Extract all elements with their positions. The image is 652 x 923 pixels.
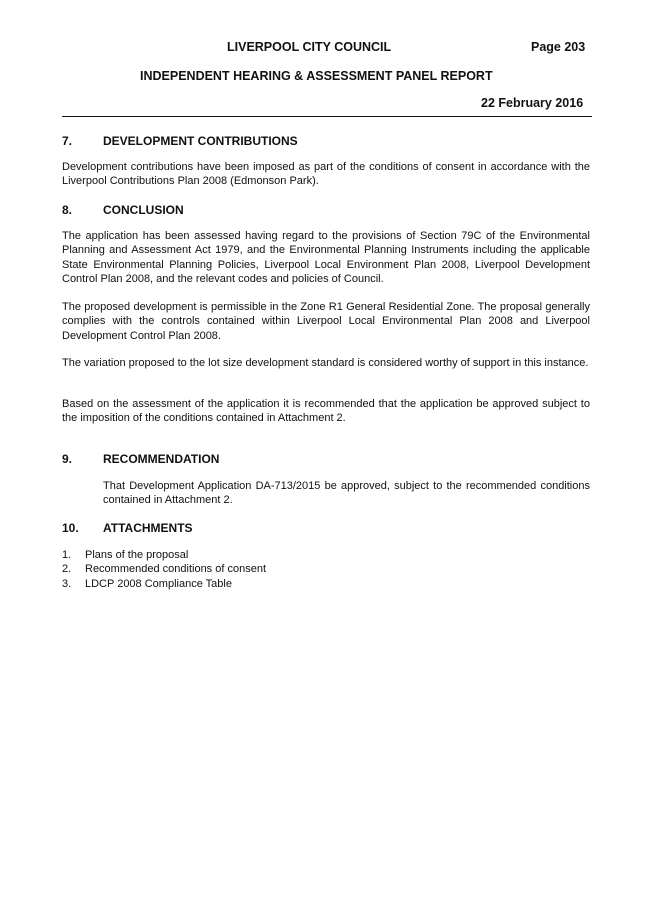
section-number: 8. [62,203,73,217]
council-name: LIVERPOOL CITY COUNCIL [227,40,392,54]
paragraph: The variation proposed to the lot size development standard is considered worthy of support in this instance. [62,357,589,369]
attachments-list [62,548,266,591]
section-10-heading [62,521,590,535]
section-title: ATTACHMENTS [103,521,193,535]
section-title: DEVELOPMENT CONTRIBUTIONS [103,134,298,148]
paragraph: Based on the assessment of the application it is recommended that the application be approved subject to the imposition of the conditions contained in Attachment 2. [62,398,590,425]
section-number: 9. [62,452,73,466]
report-date: 22 February 2016 [481,96,584,110]
list-item: 1. Plans of the proposal [62,549,189,561]
section-number: 10. [62,521,79,535]
paragraph: That Development Application DA-713/2015 be approved, subject to the recommended conditions contained in Attachment 2. [103,480,590,507]
paragraph: Development contributions have been imposed as part of the conditions of consent in accordance with the Liverpool Contributions Plan 2008 (Edmonson Park). [62,161,590,188]
section-title: CONCLUSION [103,203,184,217]
page-number: Page 203 [531,40,586,54]
section-8-heading [62,203,590,217]
report-title: INDEPENDENT HEARING & ASSESSMENT PANEL REPORT [140,69,493,83]
section-9-heading [62,452,590,466]
paragraph: The proposed development is permissible in the Zone R1 General Residential Zone. The proposal generally complies with the controls contained within Liverpool Local Environmental Plan 2008 and Liverpool Development Control Plan 2008. [62,301,590,342]
section-number: 7. [62,134,73,148]
section-7-heading [62,134,590,148]
section-title: RECOMMENDATION [103,452,220,466]
list-item: 3. LDCP 2008 Compliance Table [62,577,232,590]
list-item: 2. Recommended conditions of consent [62,563,266,576]
header-divider [62,116,592,117]
paragraph: The application has been assessed having regard to the provisions of Section 79C of the Environmental Planning and Assessment Act 1979, and the Environmental Planning Instruments including the applicable State Environmental Planning Policies, Liverpool Local Environment Plan 2008, Liverpool Development Control Plan 2008, and the relevant codes and policies of Council. [62,230,590,285]
